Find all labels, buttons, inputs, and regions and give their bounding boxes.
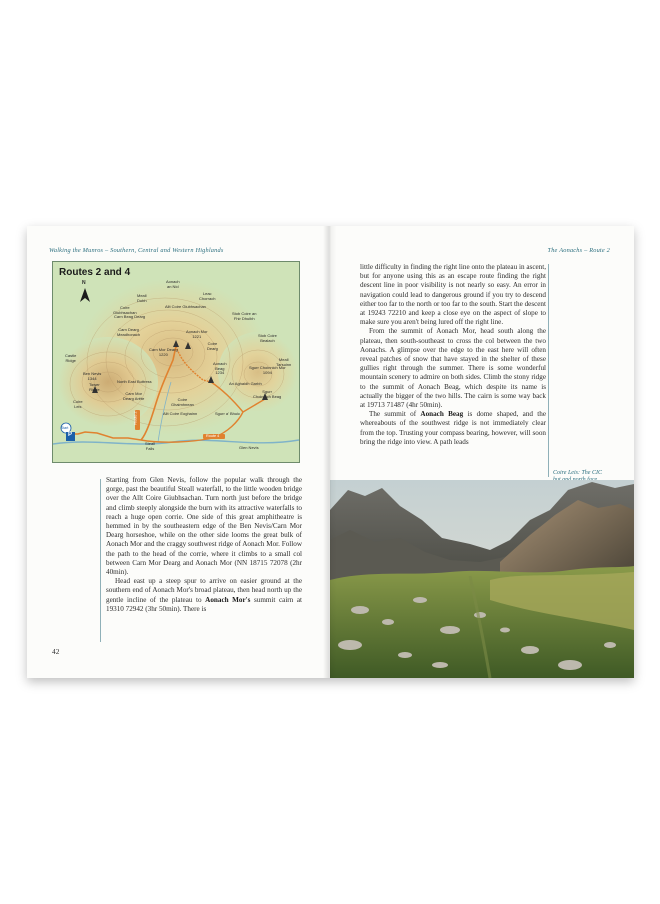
map-label: Tower Ridge [89,382,100,392]
paragraph: From the summit of Aonach Mor, head south along the plateau, then south-southeast to cross the col between the two Aonachs. A glimpse over the edge to the east here will often reveal patches of snow that have stayed in the shelter of these gullies right through the summer. There is some wonderful mountain scenery to admire on both sides. Climb the stony ridge to the summit of Aonach Beag, which despite its name is actually the bigger of the two hills. The cairn is some way back at 19713 71487 (4hr 50min). [360,327,546,410]
column-rule [100,479,101,642]
right-page [330,226,634,678]
map-label: Coire Leis [73,399,83,409]
map-label: Sgurr Choinnich Beag [253,389,282,399]
route-map [52,261,300,463]
route-2-label: Route 2 [133,411,138,425]
map-label: Carn Mor Dearg Arête [123,391,145,401]
right-running-head: The Aonachs – Route 2 [547,247,610,254]
map-label: Carn Dearg Meadhonach [117,327,141,337]
book-gutter [323,226,337,678]
map-label: Carn Beag Dearg [114,314,146,319]
paragraph: The summit of Aonach Beag is dome shaped, and the whereabouts of the southwest ridge is not immediately clear from the top. Trusting your compass bearing, however, will soon bring the ridge into view. A path leads [360,410,546,446]
route-4-label: Route 4 [206,434,220,438]
paragraph: Head east up a steep spur to arrive on easier ground at the southern end of Aonach Mor's broad plateau, then head north up the gentle incline of the plateau to Aonach Mor's summit cairn at 19310 72942 (3hr 50min). There is [106,577,302,613]
map-label: Stob Coire an Fhir Dhuibh [232,311,257,321]
mountain-photo [330,480,634,678]
map-label: Ben Nevis 1344 [83,371,102,381]
map-label: Allt Coire Giubhsachan [165,304,206,309]
map-label: Coire Dearg [207,341,218,351]
caption-rule [548,264,549,477]
map-label: Coire Giubhsachan [113,305,137,315]
start-marker: Start [61,426,69,430]
map-label: Sgurr a' Bhuic [215,411,240,416]
paragraph: Starting from Glen Nevis, follow the popular walk through the gorge, past the beautiful Steall waterfall, to the little wooden bridge over the Allt Coire Giubhsachan. Turn north just before the bridge and climb steeply alongside the burn with its attractive waterfalls to reach a huge open corrie. One side of this great amphitheatre is hemmed in by the southeastern edge of the Ben Nevis/Carn Mor Dearg horseshoe, while on the other side looms the great bulk of Aonach Mor and the craggy southwest ridge of Aonach Mor. Follow the path to the head of the corrie, where it climbs to a small col between Carn Mor Dearg and Aonach Mor (NN 18715 72078 (2hr 40min). [106,476,302,577]
map-label: Steall Falls [145,441,156,451]
map-label: Aonach an Nid [166,279,180,289]
parking-marker: P [68,432,73,438]
paragraph: little difficulty in finding the right line onto the plateau in ascent, but for anyone using this as an escape route finding the right descent line in poor visibility is not nearly so easy. An error in navigation could lead to dangerous ground if you try to descend either too far to the north or too far to the south. Start the descent at 19243 72210 and keep a close eye on the aspect of slope to make sure you aren't being lured off the right line. [360,263,546,327]
map-title: Routes 2 and 4 [59,267,131,278]
page-number: 42 [52,647,60,656]
map-label: Allt Coire Eoghainn [163,411,198,416]
map-label: Coire Ghaimhnean [171,397,194,407]
map-label: Aonach Beag 1234 [213,361,227,376]
book-spread [27,226,634,678]
map-label: Meall Dubh [137,293,147,303]
left-text-column [106,476,302,614]
map-terrain [53,262,299,462]
map-label: Leac Chorrach [199,291,216,301]
map-north-label: N [82,280,86,286]
map-label: Meall Tarsuinn [276,357,292,367]
map-label: Sgurr Choinnich Mor 1094 [249,365,286,375]
left-running-head: Walking the Munros – Southern, Central and Western Highlands [49,247,224,254]
map-label: Castle Ridge [65,353,77,363]
map-label: Carn Mor Dearg 1220 [149,347,178,357]
map-label: Glen Nevis [239,445,259,450]
photo-caption: Coire Leis: The CIC [553,470,602,476]
left-page [27,226,329,678]
map-label: Stob Coire Bealach [258,333,277,343]
map-label: Aonach Mor 1221 [186,329,208,339]
map-label: An Aghaidh Garbh [229,381,262,386]
right-text-column [360,263,546,447]
map-label: North East Buttress [117,379,152,384]
mountain-photo-image [330,480,634,678]
